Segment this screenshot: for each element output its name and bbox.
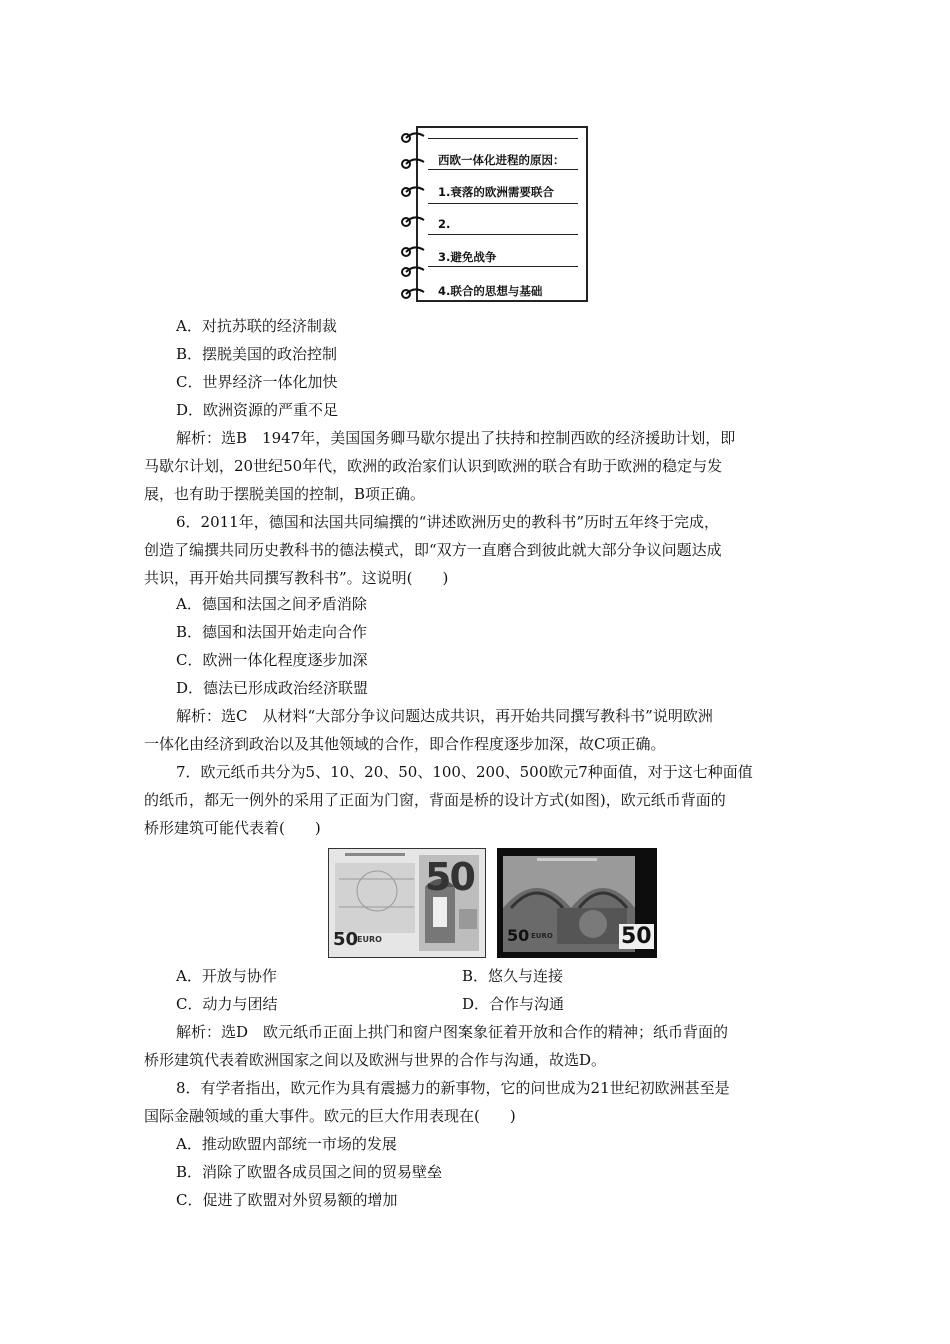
- q8-stem-line: 国际金融领域的重大事件。欧元的巨大作用表现在( ): [144, 1107, 516, 1125]
- q6-stem-line: 创造了编撰共同历史教科书的德法模式，即“双方一直磨合到彼此就大部分争议问题达成: [144, 541, 722, 559]
- banknote-back-image: [497, 848, 657, 958]
- q8-stem-line: 8．有学者指出，欧元作为具有震撼力的新事物，它的问世成为21世纪初欧洲甚至是: [176, 1079, 730, 1097]
- q6-stem-line: 共识，再开始共同撰写教科书”。这说明( ): [144, 569, 449, 587]
- q6-option-b: B．德国和法国开始走向合作: [176, 623, 368, 641]
- q6-analysis-line: 解析：选C 从材料“大部分争议问题达成共识，再开始共同撰写教科书”说明欧洲: [176, 707, 713, 725]
- q5-analysis-line: 展，也有助于摆脱美国的控制，B项正确。: [144, 485, 426, 503]
- q6-stem-line: 6．2011年，德国和法国共同编撰的“讲述欧洲历史的教科书”历时五年终于完成，: [176, 513, 720, 531]
- notebook-item: 3.避免战争: [438, 250, 497, 264]
- spiral-ring-icon: [400, 130, 426, 146]
- spiral-ring-icon: [400, 156, 426, 172]
- q5-option-d: D．欧洲资源的严重不足: [176, 401, 339, 419]
- q8-option-b: B．消除了欧盟各成员国之间的贸易壁垒: [176, 1163, 443, 1181]
- spiral-ring-icon: [400, 184, 426, 200]
- q5-option-c: C．世界经济一体化加快: [176, 373, 338, 391]
- q5-option-b: B．摆脱美国的政治控制: [176, 345, 338, 363]
- q7-option-d: D．合作与沟通: [462, 995, 565, 1013]
- q6-analysis-line: 一体化由经济到政治以及其他领域的合作，即合作程度逐步加深，故C项正确。: [144, 735, 666, 753]
- q5-option-a: A．对抗苏联的经济制裁: [176, 317, 337, 335]
- q7-stem-line: 的纸币，都无一例外的采用了正面为门窗，背面是桥的设计方式(如图)，欧元纸币背面的: [144, 791, 726, 809]
- notebook-rule: [428, 203, 578, 204]
- notebook-figure: [396, 126, 592, 306]
- q8-option-a: A．推动欧盟内部统一市场的发展: [176, 1135, 397, 1153]
- notebook-item: 4.联合的思想与基础: [438, 284, 543, 298]
- q7-stem-line: 桥形建筑可能代表着( ): [144, 819, 321, 837]
- q6-option-c: C．欧洲一体化程度逐步加深: [176, 651, 368, 669]
- banknote-front-value: 50: [425, 855, 474, 899]
- q5-analysis-line: 解析：选B 1947年，美国国务卿马歇尔提出了扶持和控制西欧的经济援助计划，即: [176, 429, 736, 447]
- notebook-item: 1.衰落的欧洲需要联合: [438, 185, 554, 199]
- spiral-ring-icon: [400, 286, 426, 302]
- banknote-front-image: [328, 848, 486, 958]
- q5-analysis-line: 马歇尔计划，20世纪50年代，欧洲的政治家们认识到欧洲的联合有助于欧洲的稳定与发: [144, 457, 723, 475]
- notebook-title: 西欧一体化进程的原因：: [438, 153, 565, 167]
- notebook-item: 2.: [438, 217, 451, 231]
- q7-stem-line: 7．欧元纸币共分为5、10、20、50、100、200、500欧元7种面值，对于这七种面值: [176, 763, 753, 781]
- notebook-rule: [428, 169, 578, 170]
- notebook-rule: [428, 138, 578, 139]
- q6-option-a: A．德国和法国之间矛盾消除: [176, 595, 367, 613]
- banknote-front-currency: EURO: [357, 935, 382, 944]
- q8-option-c: C．促进了欧盟对外贸易额的增加: [176, 1191, 398, 1209]
- banknote-front-small-value: 50: [333, 929, 359, 950]
- notebook-rule: [428, 266, 578, 267]
- q7-analysis-line: 解析：选D 欧元纸币正面上拱门和窗户图案象征着开放和合作的精神；纸币背面的: [176, 1023, 729, 1041]
- spiral-ring-icon: [400, 244, 426, 260]
- spiral-ring-icon: [400, 214, 426, 230]
- banknote-back-currency: EURO: [531, 932, 553, 940]
- q6-option-d: D．德法已形成政治经济联盟: [176, 679, 369, 697]
- q7-analysis-line: 桥形建筑代表着欧洲国家之间以及欧洲与世界的合作与沟通，故选D。: [144, 1051, 607, 1069]
- q7-option-c: C．动力与团结: [176, 995, 278, 1013]
- banknote-back-small-value: 50: [507, 926, 530, 945]
- q7-option-a: A．开放与协作: [176, 967, 277, 985]
- q7-option-b: B．悠久与连接: [462, 967, 564, 985]
- spiral-ring-icon: [400, 264, 426, 280]
- banknote-back-value: 50: [621, 924, 652, 949]
- notebook-rule: [428, 234, 578, 235]
